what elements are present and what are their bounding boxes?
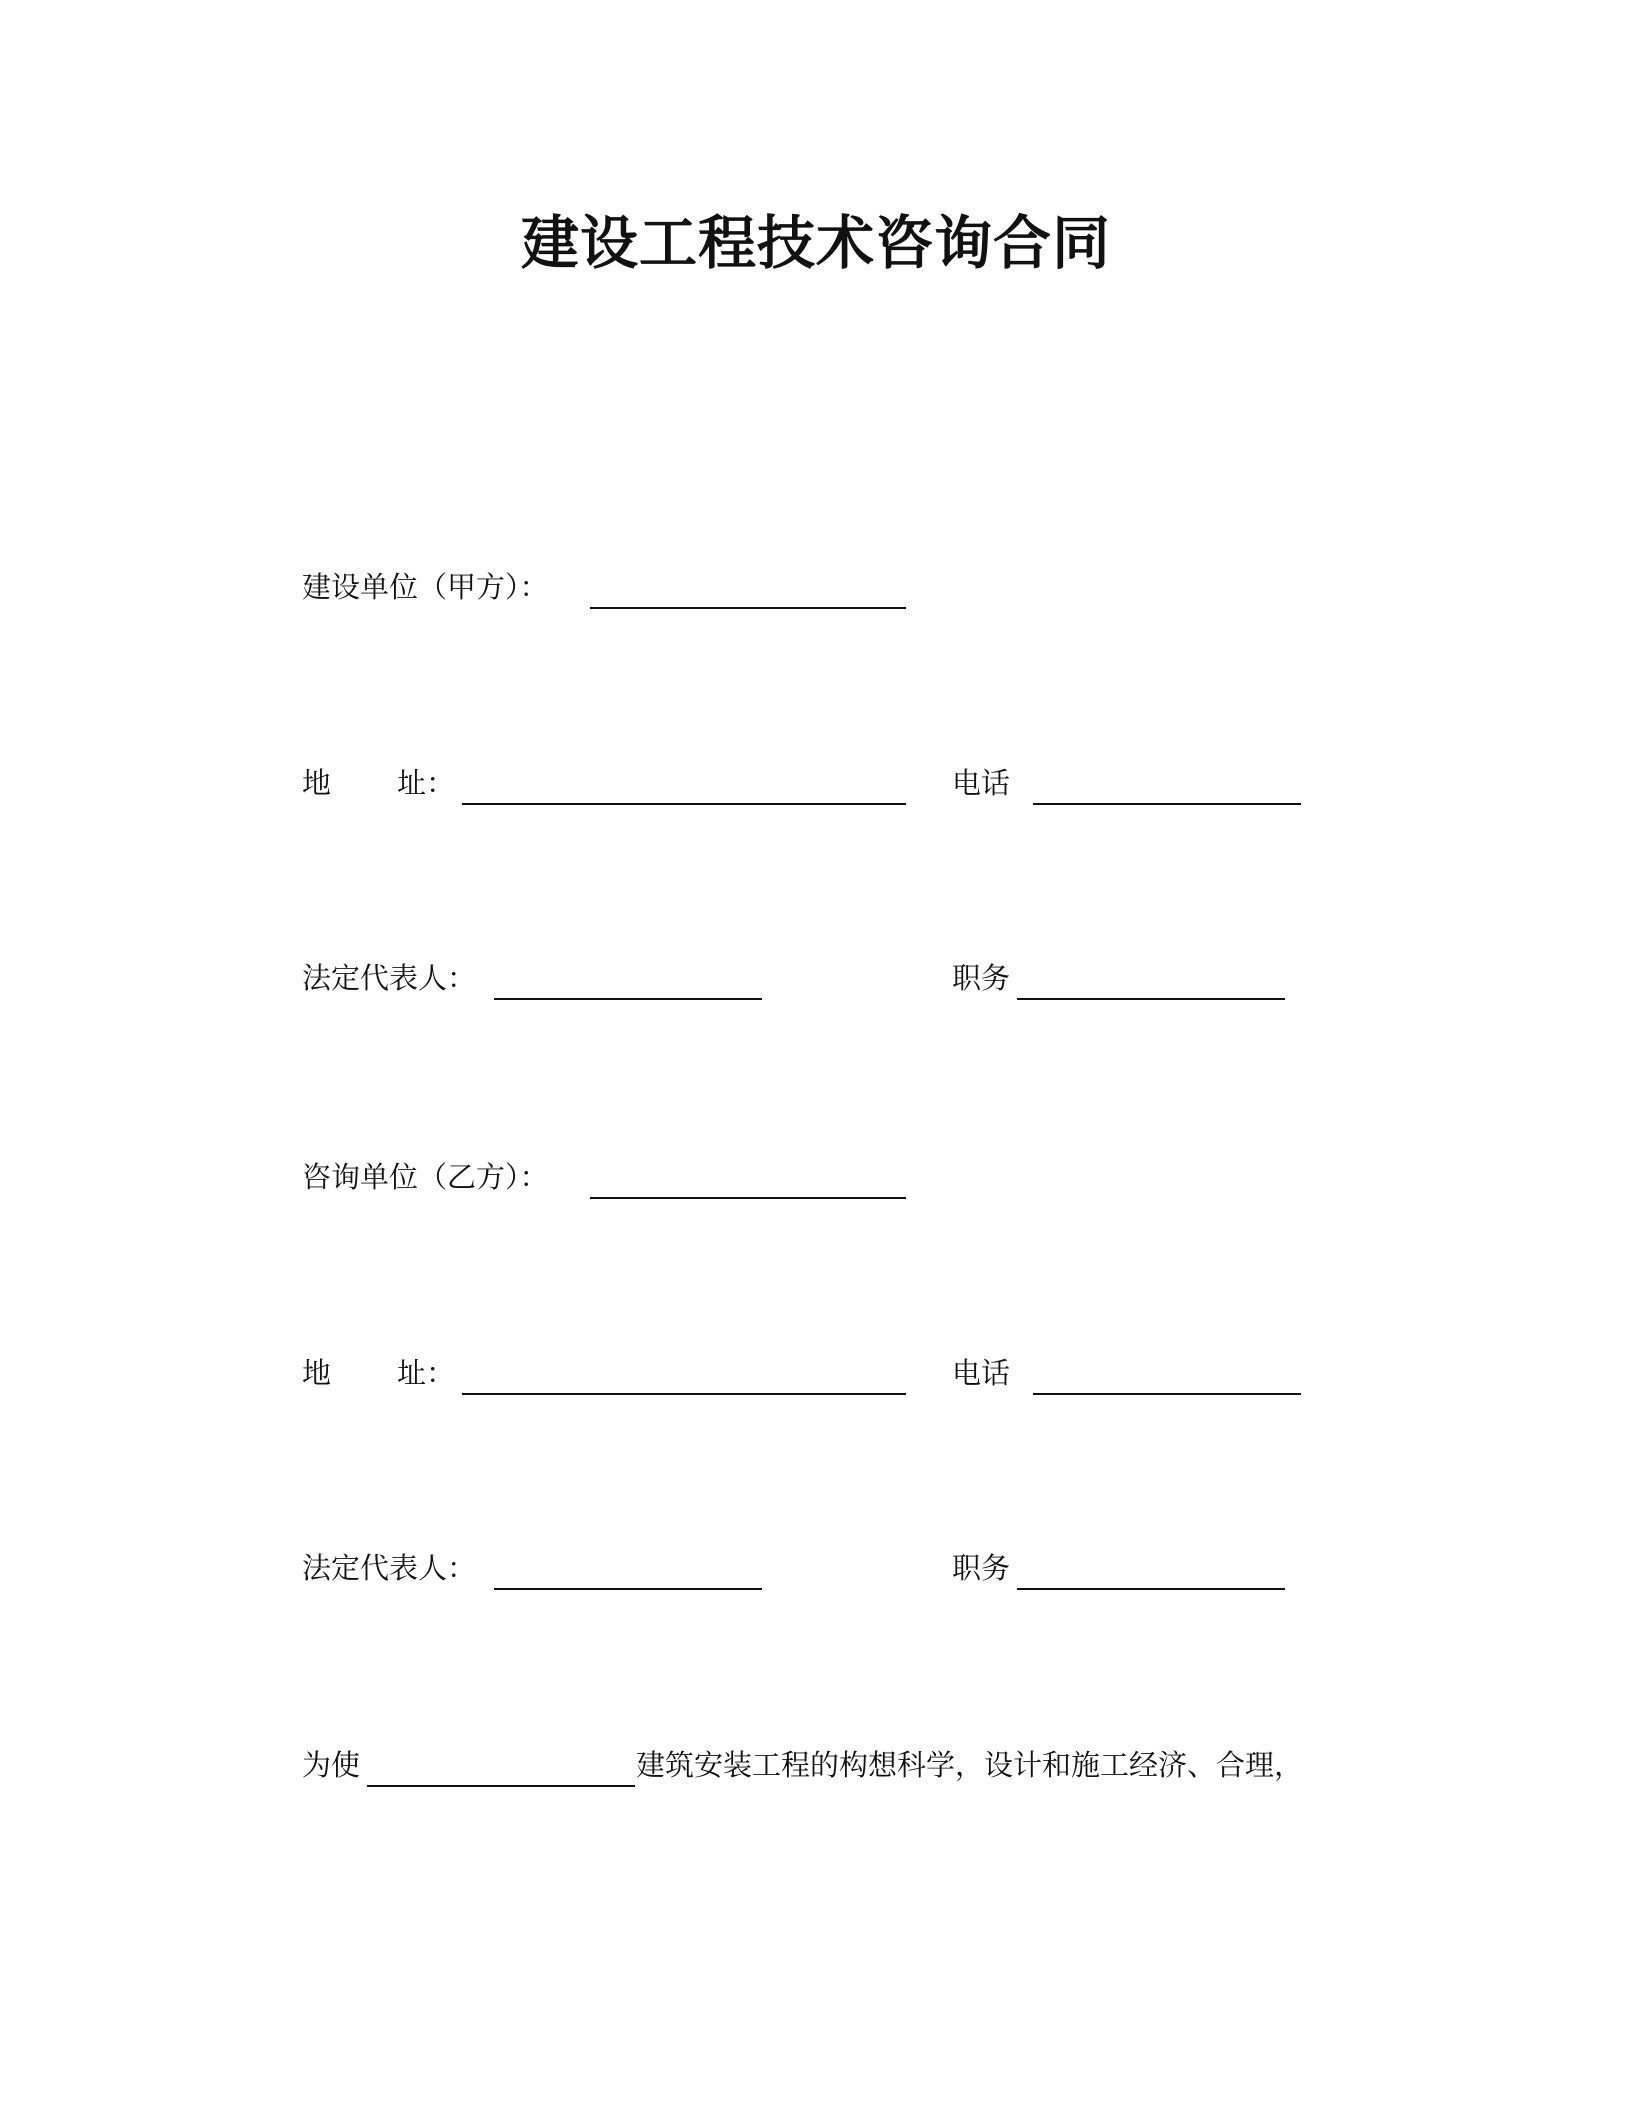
party-b-position-field[interactable] [1017, 1588, 1285, 1590]
party-b-address-label-2: 址： [397, 1356, 456, 1390]
party-a-address-field[interactable] [462, 803, 906, 805]
party-b-rep-label: 法定代表人： [302, 1551, 477, 1585]
party-a-unit-field[interactable] [590, 607, 906, 609]
party-a-rep-label: 法定代表人： [302, 961, 477, 995]
party-a-position-field[interactable] [1017, 998, 1285, 1000]
party-a-rep-field[interactable] [494, 998, 762, 1000]
party-b-phone-label: 电话 [952, 1356, 1011, 1390]
party-b-address-field[interactable] [462, 1393, 906, 1395]
party-b-rep-field[interactable] [494, 1588, 762, 1590]
party-a-unit-label: 建设单位（甲方）： [302, 570, 549, 604]
party-b-position-label: 职务 [952, 1551, 1011, 1585]
party-a-position-label: 职务 [952, 961, 1011, 995]
party-b-unit-field[interactable] [590, 1197, 906, 1199]
party-b-unit-label: 咨询单位（乙方）： [302, 1160, 549, 1194]
party-b-phone-field[interactable] [1033, 1393, 1301, 1395]
purpose-suffix: 建筑安装工程的构想科学，设计和施工经济、合理， [636, 1748, 1304, 1782]
party-a-phone-label: 电话 [952, 766, 1011, 800]
party-b-address-label-1: 地 [302, 1356, 332, 1390]
party-a-phone-field[interactable] [1033, 803, 1301, 805]
purpose-prefix: 为使 [302, 1748, 361, 1782]
party-a-address-label-2: 址： [397, 766, 456, 800]
party-a-address-label-1: 地 [302, 766, 332, 800]
project-name-field[interactable] [367, 1785, 635, 1787]
page-title: 建设工程技术咨询合同 [520, 209, 1111, 277]
